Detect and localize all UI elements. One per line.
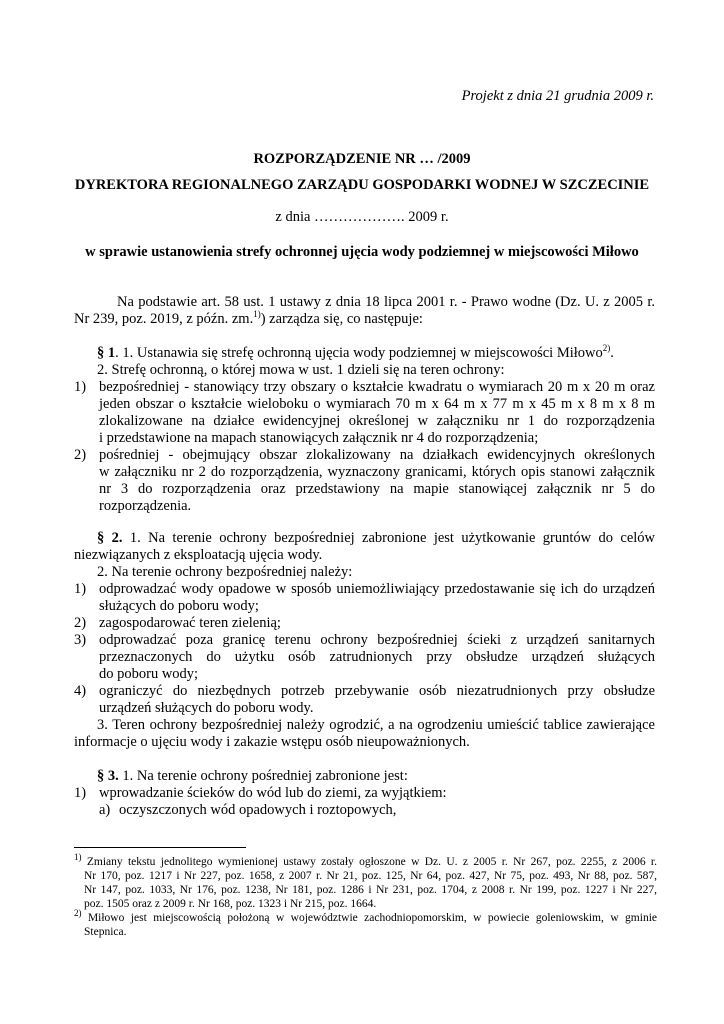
list-item-line: wprowadzanie ścieków do wód lub do ziemi, za wyjątkiem:: [99, 785, 447, 801]
section-mark: § 2.: [97, 530, 123, 546]
list-item-line: zlokalizowane na działce ewidencyjnej określonej w załączniku nr 1 do rozporządzenia: [99, 413, 655, 429]
project-date: Projekt z dnia 21 grudnia 2009 r.: [461, 88, 654, 104]
list-item-line: rozporządzenia.: [99, 498, 192, 514]
list-number: 3): [74, 632, 87, 648]
preamble-line: Na podstawie art. 58 ust. 1 ustawy z dnia 18 lipca 2001 r. - Prawo wodne (Dz. U. z 2005 r.: [117, 294, 655, 310]
list-number: 2): [74, 447, 87, 463]
list-number: 1): [74, 581, 87, 597]
footnote-1-line: Nr 170, poz. 1217 i Nr 227, poz. 1658, z 2007 r. Nr 21, poz. 125, Nr 64, poz. 427, Nr 75, poz. 493, Nr 88, poz. 587,: [84, 870, 657, 882]
footnote-ref: 1): [253, 309, 261, 320]
footnote-2-line: Stepnica.: [84, 926, 127, 938]
regulation-number: ROZPORZĄDZENIE NR … /2009: [253, 151, 471, 167]
issuer-title: DYREKTORA REGIONALNEGO ZARZĄDU GOSPODARKI WODNEJ W SZCZECINIE: [74, 177, 650, 193]
list-item-line: nr 3 do rozporządzenia oraz przedstawiony na mapie stanowiącej załącznik nr 5 do: [99, 481, 655, 497]
section-2-para-3: 3. Teren ochrony bezpośredniej należy ogrodzić, a na ogrodzeniu umieścić tablice zawierające: [97, 717, 655, 733]
footnote-1-line: poz. 1505 oraz z 2009 r. Nr 168, poz. 1323 i Nr 215, poz. 1664.: [84, 898, 377, 910]
list-item-line: i przedstawione na mapach stanowiących załącznik nr 4 do rozporządzenia;: [99, 430, 539, 446]
footnote-1: $^{1)}$ Zmiany tekstu jednolitego wymienionej ustawy zostały ogłoszone w Dz. U. z 2005 r. Nr 267, poz. 2255, z 2006 r.: [74, 852, 657, 868]
list-item-line: służących do poboru wody;: [99, 598, 259, 614]
footnote-1-line: Nr 147, poz. 1033, Nr 176, poz. 1238, Nr 181, poz. 1286 i Nr 231, poz. 1704, z 2008 r. Nr 199, poz. 1227 i Nr 227,: [84, 884, 657, 896]
regulation-subject: w sprawie ustanowienia strefy ochronnej ujęcia wody podziemnej w miejscowości Miłowo: [85, 244, 639, 260]
list-item-line: do poboru wody;: [99, 666, 199, 682]
list-item-line: pośredniej - obejmujący obszar zlokalizowany na działkach ewidencyjnych określonych: [99, 447, 655, 463]
footnote-mark: 2): [74, 908, 82, 919]
footnote-ref: 2): [602, 343, 611, 354]
list-item-line: urządzeń służących do poboru wody.: [99, 700, 314, 716]
list-item-line: ograniczyć do niezbędnych potrzeb przebywanie osób niezatrudnionych przy obsłudze: [99, 683, 655, 699]
footnote-separator: [74, 847, 246, 848]
list-number: 2): [74, 615, 87, 631]
list-item-line: w załączniku nr 2 do rozporządzenia, wyznaczony granicami, których opis stanowi załącznik: [99, 464, 655, 480]
section-3-para-1: § 3. 1. Na terenie ochrony pośredniej zabronione jest:: [97, 768, 408, 784]
footnote-mark: 1): [74, 852, 82, 863]
list-item-line: przeznaczonych do użytku osób zatrudnionych przy obsłudze urządzeń służących: [99, 649, 655, 665]
list-item-line: odprowadzać poza granicę terenu ochrony bezpośredniej ścieki z urządzeń sanitarnych: [99, 632, 655, 648]
list-item-line: odprowadzać wody opadowe w sposób uniemożliwiający przedostawanie się ich do urządzeń: [99, 581, 655, 597]
section-mark: § 3.: [97, 768, 119, 784]
list-item-line: zagospodarować teren zielenią;: [99, 615, 281, 631]
list-number: 4): [74, 683, 87, 699]
section-mark: § 1: [97, 345, 116, 361]
section-2-para-1-cont: niezwiązanych z eksploatacją ujęcia wody.: [74, 547, 323, 563]
section-2-para-3-cont: informacje o ujęciu wody i zakazie wstępu osób nieupoważnionych.: [74, 734, 470, 750]
list-item-line: jeden obszar o kształcie wieloboku o wymiarach 70 m x 64 m x 77 m x 45 m x 8 m x 8 m: [99, 396, 655, 412]
preamble-line: Nr 239, poz. 2019, z późn. zm.$^{1)}$) zarządza się, co następuje:: [74, 309, 423, 327]
list-number: 1): [74, 379, 87, 395]
section-2-para-2: 2. Na terenie ochrony bezpośredniej należy:: [97, 564, 353, 580]
sublist-item-line: oczyszczonych wód opadowych i roztopowych,: [119, 802, 397, 818]
regulation-date: z dnia ………………. 2009 r.: [275, 209, 449, 225]
footnote-2: $^{2)}$ Miłowo jest miejscowością położoną w województwie zachodniopomorskim, w powiecie goleniowskim, w gminie: [74, 908, 657, 924]
section-2-para-1: § 2. 1. Na terenie ochrony bezpośredniej zabronione jest użytkowanie gruntów do celów: [97, 530, 656, 546]
section-1-para-2: 2. Strefę ochronną, o której mowa w ust. 1 dzieli się na teren ochrony:: [97, 362, 505, 378]
sublist-letter: a): [99, 802, 111, 818]
list-number: 1): [74, 785, 87, 801]
list-item-line: bezpośredniej - stanowiący trzy obszary o kształcie kwadratu o wymiarach 20 m x 20 m oraz: [99, 379, 655, 395]
section-1-para-1: § 1. 1. Ustanawia się strefę ochronną ujęcia wody podziemnej w miejscowości Miłowo$^{2)}$.: [97, 343, 614, 361]
